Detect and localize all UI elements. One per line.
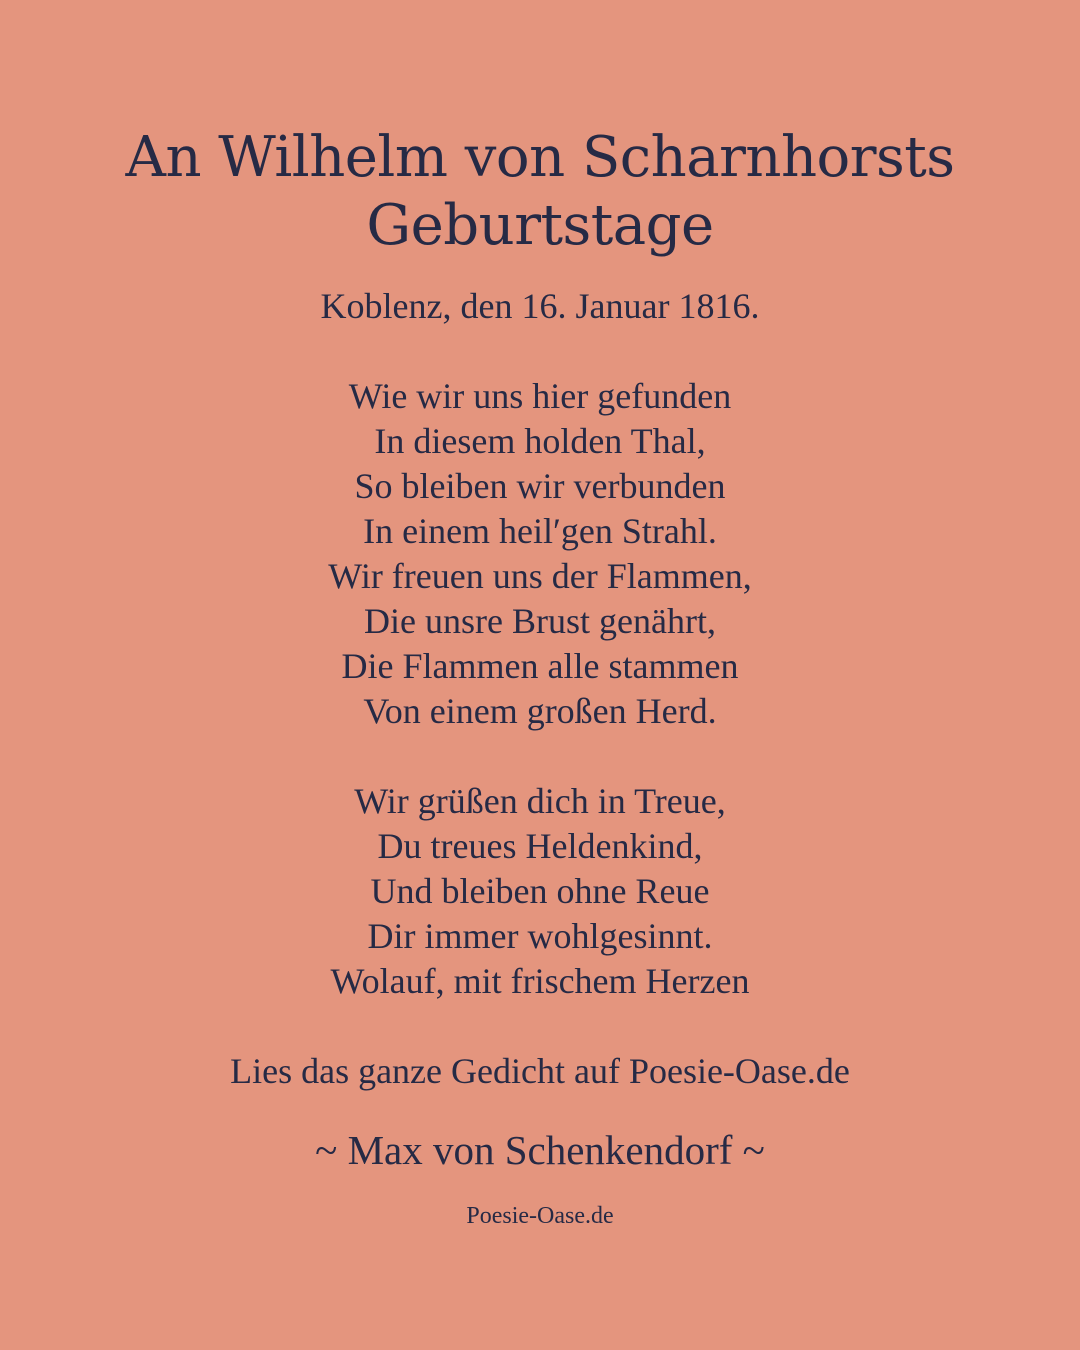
verse-line: So bleiben wir verbunden bbox=[354, 466, 726, 506]
verse-line: Und bleiben ohne Reue bbox=[370, 871, 710, 911]
verse-line: In diesem holden Thal, bbox=[374, 421, 706, 461]
read-more-note: Lies das ganze Gedicht auf Poesie-Oase.de bbox=[230, 1051, 850, 1091]
verse-line: Die unsre Brust genährt, bbox=[364, 601, 716, 641]
verse-line: Von einem großen Herd. bbox=[363, 691, 717, 731]
verse-line: Wir freuen uns der Flammen, bbox=[328, 556, 752, 596]
poem-title-line: An Wilhelm von Scharnhorsts bbox=[125, 125, 955, 190]
verse-line: Dir immer wohlgesinnt. bbox=[367, 916, 713, 956]
stanza-2 bbox=[60, 779, 1020, 1004]
verse-line: Die Flammen alle stammen bbox=[341, 646, 739, 686]
verse-line: Wir grüßen dich in Treue, bbox=[354, 781, 726, 821]
author-signature: ~ Max von Schenkendorf ~ bbox=[315, 1127, 765, 1173]
poem-title-line: Geburtstage bbox=[366, 193, 714, 258]
verse-line: Wie wir uns hier gefunden bbox=[348, 376, 732, 416]
poem-dateline: Koblenz, den 16. Januar 1816. bbox=[320, 286, 760, 326]
verse-line: In einem heil′gen Strahl. bbox=[363, 511, 717, 551]
stanza-1 bbox=[60, 374, 1020, 734]
site-footer-label: Poesie-Oase.de bbox=[466, 1203, 614, 1229]
poem-title bbox=[60, 124, 1020, 260]
verse-line: Du treues Heldenkind, bbox=[377, 826, 703, 866]
verse-line: Wolauf, mit frischem Herzen bbox=[330, 961, 750, 1001]
